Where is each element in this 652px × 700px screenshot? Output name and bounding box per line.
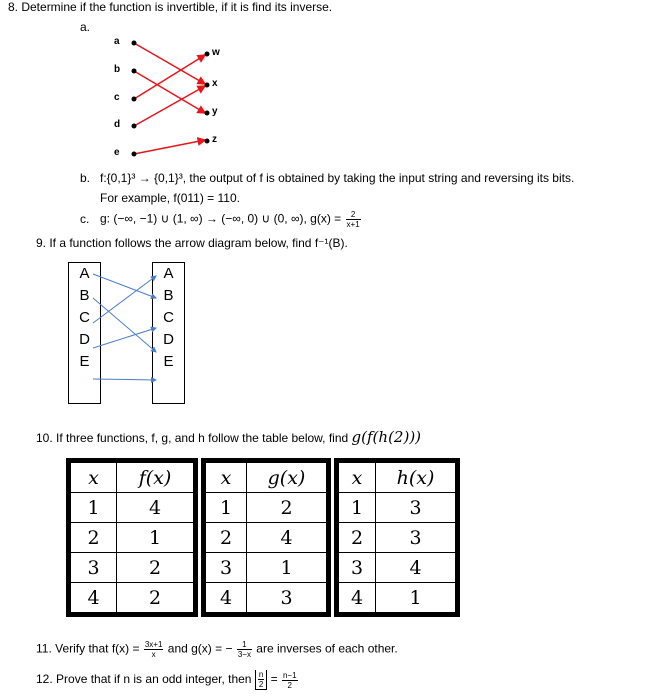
q10-table-h-header-x: x	[339, 463, 376, 493]
q10-table-h-cell: 2	[339, 523, 376, 553]
q10-table-g-header-gx: g(x)	[247, 463, 327, 493]
q8-part-a-label: a.	[80, 20, 91, 34]
q8-part-b-label: b.	[80, 171, 91, 185]
q10-table-f-cell: 3	[71, 553, 117, 583]
q8-dot-w	[205, 52, 210, 57]
q8-dot-b	[132, 69, 137, 74]
q9-right-e: E	[163, 353, 174, 370]
q8-part-c	[100, 210, 362, 229]
q8-domain-b: b	[114, 64, 121, 75]
q12-floor-den: 2	[258, 680, 264, 689]
q12-floor	[255, 670, 267, 690]
q8-codomain-y: y	[212, 106, 218, 117]
q10-header	[36, 428, 421, 446]
q11-g-den: 3−x	[237, 650, 251, 659]
q12-rhs-num: n−1	[282, 670, 297, 680]
q8-dot-c	[132, 97, 137, 102]
q10-table-h-cell: 1	[339, 493, 376, 523]
q10-table-g-cell: 1	[247, 553, 327, 583]
q9-arrow-e-e	[93, 379, 156, 380]
q8-domain-a: a	[114, 36, 120, 47]
q10-table-f-cell: 2	[117, 553, 194, 583]
q10-table-f-cell: 1	[117, 523, 194, 553]
q12-rhs-fraction	[282, 671, 298, 690]
q10-table-g-cell: 3	[206, 553, 247, 583]
q10-table-f-cell: 2	[71, 523, 117, 553]
q11-suffix: are inverses of each other.	[256, 641, 398, 656]
q10-table-g-cell: 2	[247, 493, 327, 523]
q11-f-fraction	[144, 640, 164, 659]
q12-equals: =	[270, 672, 278, 687]
q8-part-c-den: x+1	[346, 220, 360, 229]
q10-table-g-cell: 1	[206, 493, 247, 523]
q8-part-c-fraction	[346, 210, 361, 229]
q9-arrow-d-c	[93, 328, 156, 348]
q8-dot-z	[205, 139, 210, 144]
q9-left-c: C	[79, 309, 90, 326]
q11-prefix: 11. Verify that f(x) =	[36, 641, 140, 656]
q8-header: 8. Determine if the function is invertible, if it is find its inverse.	[8, 0, 333, 14]
q10-header-expr: g(f(h(2)))	[351, 428, 422, 446]
q10-table-h-cell: 4	[376, 553, 456, 583]
q11-g-num: 1	[237, 640, 252, 650]
q10-table-f-header-fx: f(x)	[117, 463, 194, 493]
q10-table-h-header-hx: h(x)	[376, 463, 456, 493]
q9-right-b: B	[163, 287, 174, 304]
q8-codomain-z: z	[212, 134, 217, 145]
q10-table-f	[66, 458, 198, 617]
q9-left-d: D	[79, 331, 90, 348]
q10-table-h	[334, 458, 460, 617]
q8-part-c-label: c.	[80, 212, 90, 226]
q10-table-g-cell: 2	[206, 523, 247, 553]
q11-middle: and g(x) = −	[167, 641, 233, 656]
q8-domain-c: c	[114, 92, 120, 103]
q9-arrow-a-b	[93, 274, 156, 298]
q10-table-g	[201, 458, 331, 617]
q9-left-e: E	[79, 353, 90, 370]
q10-table-g-cell: 4	[206, 583, 247, 613]
q10-table-f-cell: 4	[71, 583, 117, 613]
q8-codomain-w: w	[212, 47, 220, 58]
q10-table-g-header-x: x	[206, 463, 247, 493]
q11-line	[36, 640, 398, 659]
q10-table-g-cell: 4	[247, 523, 327, 553]
q10-table-h-cell: 3	[376, 493, 456, 523]
q8-part-b-line2: For example, f(011) = 110.	[100, 191, 240, 205]
q10-table-h-cell: 1	[376, 583, 456, 613]
q11-f-den: x	[151, 650, 156, 659]
q8-domain-d: d	[114, 119, 121, 130]
q8-part-b-line1: f:{0,1}³ → {0,1}³, the output of f is obtained by taking the input string and reversing its bits.	[100, 171, 575, 185]
q10-header-prefix: 10. If three functions, f, g, and h follow the table below, find	[36, 431, 349, 445]
q10-table-g-cell: 3	[247, 583, 327, 613]
q8-dot-y	[205, 111, 210, 116]
q8-dot-d	[132, 124, 137, 129]
q8-arrow-e-z	[134, 140, 205, 154]
q10-table-f-cell: 1	[71, 493, 117, 523]
q11-f-num: 3x+1	[144, 640, 163, 649]
q8-dot-x	[205, 83, 210, 88]
q10-table-f-header-x: x	[71, 463, 117, 493]
q11-g-fraction	[237, 640, 252, 659]
q8-domain-e: e	[114, 147, 120, 158]
q10-table-h-cell: 4	[339, 583, 376, 613]
q12-floor-num: n	[258, 670, 264, 679]
q10-tables	[66, 458, 460, 617]
q9-left-a: A	[79, 265, 90, 282]
q9-arrow-diagram	[90, 262, 160, 402]
q9-right-c: C	[163, 309, 174, 326]
q10-table-h-cell: 3	[376, 523, 456, 553]
q9-left-b: B	[79, 287, 90, 304]
q12-prefix: 12. Prove that if n is an odd integer, then	[36, 672, 252, 687]
q9-header: 9. If a function follows the arrow diagram below, find f⁻¹(B).	[36, 236, 348, 250]
q8-codomain-x: x	[212, 78, 218, 89]
q8-dot-a	[132, 41, 137, 46]
q9-right-d: D	[163, 331, 174, 348]
q10-table-f-cell: 2	[117, 583, 194, 613]
q12-rhs-den: 2	[287, 680, 292, 690]
q8-dot-e	[132, 152, 137, 157]
q12-line	[36, 670, 299, 690]
q9-arrow-b-d	[93, 298, 156, 352]
q9-right-a: A	[163, 265, 174, 282]
q10-table-f-cell: 4	[117, 493, 194, 523]
q12-floor-fraction	[258, 670, 264, 689]
q8-part-c-num: 2	[346, 210, 361, 220]
q8-part-c-text: g: (−∞, −1) ∪ (1, ∞) → (−∞, 0) ∪ (0, ∞), g(x) =	[100, 211, 342, 226]
q10-table-h-cell: 3	[339, 553, 376, 583]
q9-arrow-c-a	[93, 276, 156, 323]
